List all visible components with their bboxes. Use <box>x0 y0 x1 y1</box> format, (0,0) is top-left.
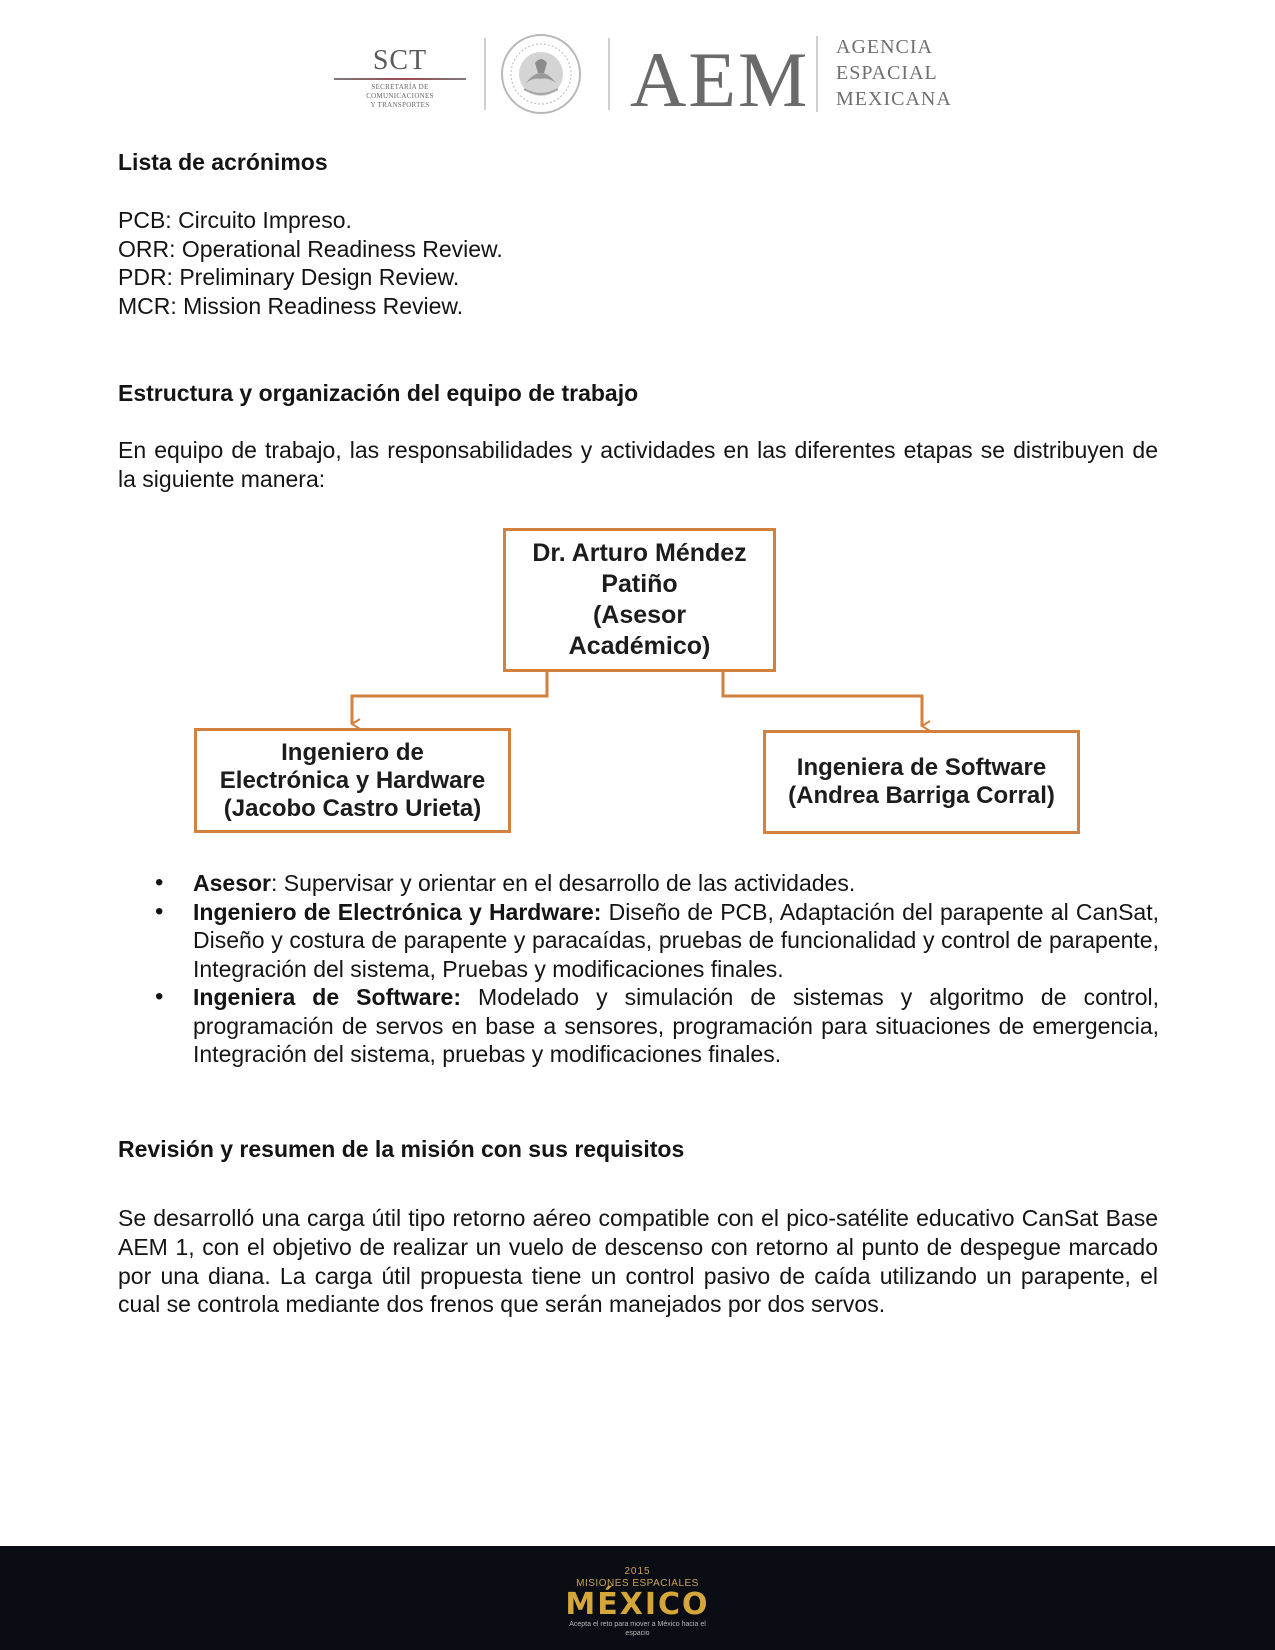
list-item <box>155 983 1159 1069</box>
acronym-list <box>118 206 503 320</box>
footer-tagline: Acepta el reto para mover a México hacia el espacio <box>569 1621 706 1637</box>
org-node-hardware-engineer <box>194 728 511 833</box>
aem-agency-name <box>836 34 952 112</box>
header-divider <box>484 38 486 110</box>
mission-paragraph: Se desarrolló una carga útil tipo retorno aéreo compatible con el pico-satélite educativo CanSat Base AEM 1, con el objetivo de realizar un vuelo de descenso con retorno al punto de despegue marcado por una diana. La carga útil propuesta tiene un control pasivo de caída utilizando un parapente, el cual se controla mediante dos frenos que serán manejados por dos servos. <box>118 1205 1158 1318</box>
connector-to-right <box>723 672 922 726</box>
footer-title: MISIONES ESPACIALES <box>576 1578 699 1589</box>
agency-line-3: MEXICANA <box>836 88 952 110</box>
sct-logo-subtitle-3: Y TRANSPORTES <box>370 101 430 109</box>
mission-heading: Revisión y resumen de la misión con sus requisitos <box>118 1136 685 1162</box>
header-divider <box>816 36 818 112</box>
team-intro-paragraph: En equipo de trabajo, las responsabilidades y actividades en las diferentes etapas se distribuyen de la siguiente manera: <box>118 437 1158 492</box>
acronym-item: MCR: Mission Readiness Review. <box>118 292 464 319</box>
connector-to-left <box>352 672 547 724</box>
acronym-item: ORR: Operational Readiness Review. <box>118 235 503 262</box>
list-item-term: Ingeniero de Electrónica y Hardware: <box>193 898 602 925</box>
list-item-text: Diseño de PCB, Adaptación del parapente al CanSat, Diseño y costura de parapente y paracaídas, pruebas de funcionalidad y control de parapente, Integración del sistema, Pruebas y modificaciones finales. <box>193 898 1160 982</box>
list-item <box>155 898 1159 984</box>
sct-logo-title: SCT <box>372 45 428 76</box>
responsibilities-list <box>155 869 1159 1069</box>
org-node-hardware-label: Ingeniero de Electrónica y Hardware (Jacobo Castro Urieta) <box>219 738 486 822</box>
sct-logo-rule <box>334 78 466 80</box>
list-item <box>155 869 1159 898</box>
list-item-term: Ingeniera de Software: <box>193 984 461 1010</box>
header-divider <box>608 38 610 110</box>
agency-line-1: AGENCIA <box>836 36 933 58</box>
document-header <box>0 28 1275 128</box>
org-node-advisor-label: Dr. Arturo Méndez Patiño (Asesor Académico) <box>532 539 747 660</box>
org-node-software-engineer <box>763 730 1080 834</box>
footer-logo-text: MÉXICO <box>565 1587 710 1622</box>
acronym-item: PDR: Preliminary Design Review. <box>118 264 460 291</box>
list-item-text: : Supervisar y orientar en el desarrollo de las actividades. <box>270 870 856 896</box>
mexican-national-seal-icon <box>500 33 582 115</box>
list-item-text: Modelado y simulación de sistemas y algoritmo de control, programación de servos en base a sensores, programación para situaciones de emergencia, Integración del sistema, pruebas y modificaciones finales. <box>193 984 1159 1067</box>
team-heading: Estructura y organización del equipo de trabajo <box>118 380 639 406</box>
acronym-item: PCB: Circuito Impreso. <box>118 207 352 233</box>
sct-logo-subtitle-1: SECRETARÍA DE <box>371 83 429 91</box>
org-node-software-label: Ingeniera de Software (Andrea Barriga Corral) <box>788 754 1055 809</box>
org-node-advisor <box>503 528 776 672</box>
sct-logo-subtitle-2: COMUNICACIONES <box>366 92 434 100</box>
acronyms-heading: Lista de acrónimos <box>118 149 328 175</box>
agency-line-2: ESPACIAL <box>836 62 938 84</box>
aem-logo: AEM <box>630 36 810 123</box>
sct-logo <box>334 46 466 110</box>
footer-year: 2015 <box>624 1566 651 1577</box>
misiones-espaciales-logo <box>560 1566 715 1638</box>
list-item-term: Asesor <box>193 870 271 896</box>
page-footer <box>0 1546 1275 1650</box>
